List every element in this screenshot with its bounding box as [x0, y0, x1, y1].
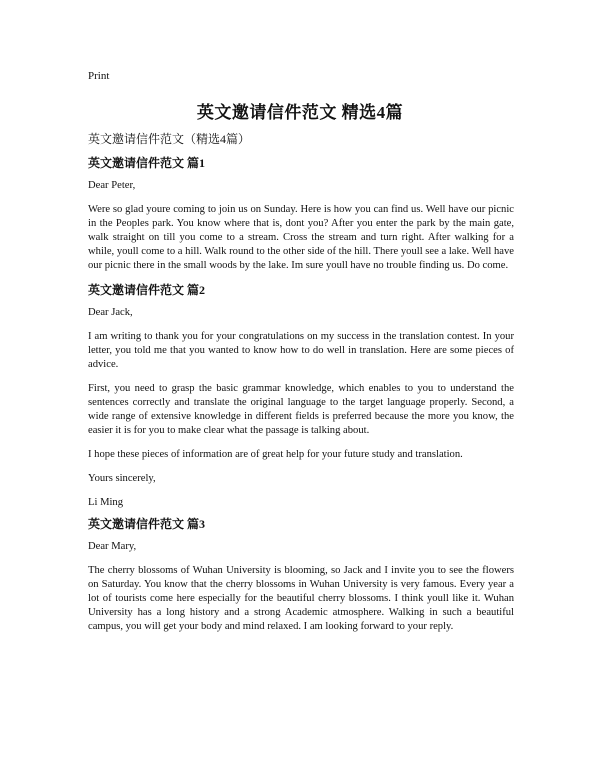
letter-paragraph: First, you need to grasp the basic grammar knowledge, which enables to you to understand the sentences correctly and translate the original language to the target language properly. Second, a wide range of extensive knowledge in different fields is preferred because the more you know, the easier it is for you to make clear what the passage is talking about. — [88, 383, 514, 436]
letter-greeting-3: Dear Mary, — [88, 541, 137, 552]
letter-greeting-1: Dear Peter, — [88, 180, 136, 191]
document-title: 英文邀请信件范文 精选4篇 — [196, 103, 404, 122]
letter-signature: Li Ming — [88, 497, 124, 508]
section-heading-3: 英文邀请信件范文 篇3 — [88, 517, 206, 531]
section-heading-1: 英文邀请信件范文 篇1 — [88, 156, 206, 170]
section-heading-2: 英文邀请信件范文 篇2 — [88, 283, 206, 297]
letter-paragraph: I hope these pieces of information are of great help for your future study and translation. — [88, 449, 463, 460]
print-label: Print — [88, 70, 110, 82]
letter-greeting-2: Dear Jack, — [88, 307, 133, 318]
letter-paragraph: Were so glad youre coming to join us on Sunday. Here is how you can find us. Well have our picnic in the Peoples park. You know where that is, dont you? After you enter the park by the main gate, walk straight on till you come to a stream. Cross the stream and turn right. After walking for a while, youll come to a hill. Walk round to the other side of the hill. There youll see a lake. Well have our picnic there in the small woods by the lake. Im sure youll have no trouble finding us. Do come. — [88, 204, 514, 271]
document-body — [88, 132, 514, 644]
letter-paragraph: I am writing to thank you for your congratulations on my success in the translation contest. In your letter, you told me that you wanted to know how to do well in translation. Here are some pieces of advice. — [88, 331, 514, 370]
letter-paragraph: The cherry blossoms of Wuhan University is blooming, so Jack and I invite you to see the flowers on Saturday. You know that the cherry blossoms in Wuhan University is very famous. Every year a lot of tourists come here especially for the beautiful cherry blossoms. I think youll like it. Wuhan University has a long history and a strong Academic atmosphere. Walking in such a beautiful campus, you will get your body and mind relaxed. I am looking forward to your reply. — [88, 565, 514, 632]
document-subtitle: 英文邀请信件范文（精选4篇） — [88, 132, 251, 146]
letter-closing: Yours sincerely, — [88, 473, 156, 484]
